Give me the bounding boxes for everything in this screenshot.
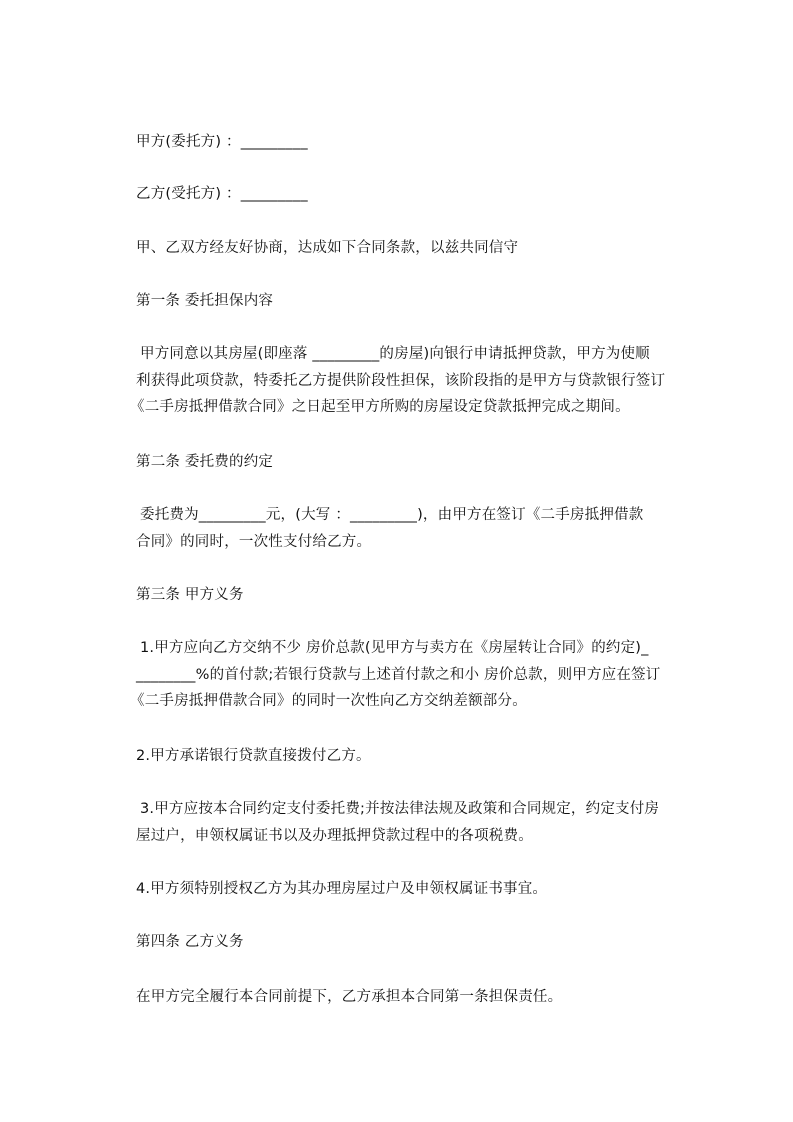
article3-item1-line-2: ________%的首付款;若银行贷款与上述首付款之和小 房价总款，则甲方应在签订: [136, 667, 661, 683]
article2-line-2: 合同》的同时，一次性支付给乙方。: [136, 534, 372, 550]
article3-title: 第三条 甲方义务: [136, 587, 244, 603]
article2-title: 第二条 委托费的约定: [136, 454, 274, 470]
article2-line-1: 委托费为_________元，(大写 ：_________)，由甲方在签订《二手房抵押借款: [140, 507, 644, 523]
article3-item3-line-1: 3.甲方应按本合同约定支付委托费;并按法律法规及政策和合同规定，约定支付房: [140, 801, 660, 817]
article1-line-3: 《二手房抵押借款合同》之日起至甲方所购的房屋设定贷款抵押完成之期间。: [130, 399, 630, 415]
party-a-line: 甲方(委托方) ：_________: [136, 134, 308, 150]
intro-paragraph: 甲、乙双方经友好协商，达成如下合同条款，以兹共同信守: [136, 240, 519, 256]
party-b-line: 乙方(受托方) ：_________: [136, 186, 308, 202]
article3-item1-line-1: 1.甲方应向乙方交纳不少 房价总款(见甲方与卖方在《房屋转让合同》的约定)_: [140, 640, 649, 656]
article4-title: 第四条 乙方义务: [136, 934, 244, 950]
article3-item1-line-3: 《二手房抵押借款合同》的同时一次性向乙方交纳差额部分。: [130, 693, 527, 709]
article1-line-2: 利获得此项贷款，特委托乙方提供阶段性担保，该阶段指的是甲方与贷款银行签订: [136, 373, 666, 389]
article4-line: 在甲方完全履行本合同前提下，乙方承担本合同第一条担保责任。: [136, 989, 563, 1005]
article1-title: 第一条 委托担保内容: [136, 293, 274, 309]
article1-line-1: 甲方同意以其房屋(即座落 _________的房屋)向银行申请抵押贷款，甲方为使顺: [140, 346, 650, 362]
article3-item4: 4.甲方须特别授权乙方为其办理房屋过户及申领权属证书事宜。: [136, 881, 548, 897]
article3-item2: 2.甲方承诺银行贷款直接拨付乙方。: [136, 748, 371, 764]
article3-item3-line-2: 屋过户，申领权属证书以及办理抵押贷款过程中的各项税费。: [136, 828, 533, 844]
